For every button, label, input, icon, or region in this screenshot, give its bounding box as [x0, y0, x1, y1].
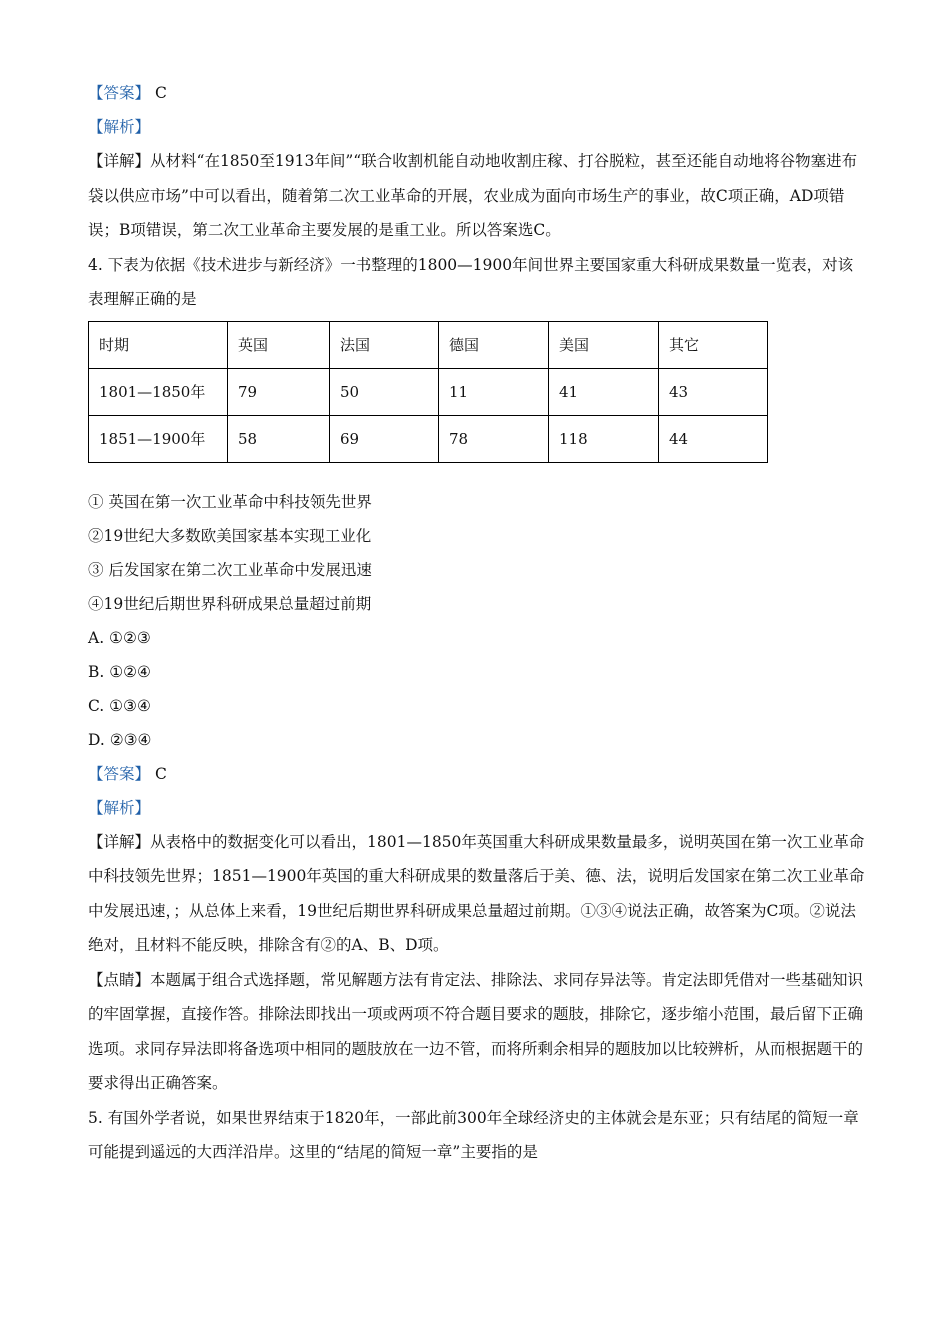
- table-header-cell: 德国: [439, 321, 549, 368]
- answer-line-q3: [88, 76, 866, 110]
- document-page: [88, 76, 866, 1170]
- table-header-row: [89, 321, 768, 368]
- table-cell: 44: [659, 415, 768, 462]
- answer-value: C: [154, 84, 167, 102]
- table-header-cell: 其它: [659, 321, 768, 368]
- table-header-cell: 法国: [330, 321, 439, 368]
- table-cell: 58: [228, 415, 330, 462]
- detail-paragraph-q3: [88, 144, 866, 248]
- table-row: [89, 368, 768, 415]
- answer-value: C: [154, 764, 167, 783]
- statement-2: ②19世纪大多数欧美国家基本实现工业化: [88, 526, 372, 545]
- table-cell: 50: [330, 368, 439, 415]
- tip-tag: 【点睛】: [88, 970, 151, 989]
- table-cell: 118: [549, 415, 659, 462]
- table-cell: 41: [549, 368, 659, 415]
- option-d: D. ②③④: [88, 730, 152, 749]
- detail-text: 从表格中的数据变化可以看出，1801—1850年英国重大科研成果数量最多，说明英国在第一次工业革命中科技领先世界；1851—1900年英国的重大科研成果的数量落后于美、德、法，说明后发国家在第二次工业革命中发展迅速，；从总体上来看，19世纪后期世界科研成果总量超过前期。①③④说法正确，故答案为C项。②说法绝对，且材料不能反映，排除含有②的A、B、D项。: [88, 832, 865, 954]
- detail-text: 从材料“在1850至1913年间”“联合收割机能自动地收割庄稼、打谷脱粒，甚至还能自动地将谷物塞进布袋以供应市场”中可以看出，随着第二次工业革命的开展，农业成为面向市场生产的事业，故C项正确，AD项错误；B项错误，第二次工业革命主要发展的是重工业。所以答案选C。: [88, 152, 858, 239]
- analysis-tag: 【解析】: [88, 798, 151, 817]
- detail-paragraph-q4: [88, 825, 866, 963]
- detail-tag: 【详解】: [88, 152, 151, 170]
- option-a: A. ①②③: [88, 628, 151, 647]
- question-4: 4. 下表为依据《技术进步与新经济》一书整理的1800—1900年间世界主要国家重大科研成果数量一览表，对该表理解正确的是: [88, 255, 854, 308]
- tip-text: 本题属于组合式选择题，常见解题方法有肯定法、排除法、求同存异法等。肯定法即凭借对一些基础知识的牢固掌握，直接作答。排除法即找出一项或两项不符合题目要求的题肢，排除它，逐步缩小范围，最后留下正确选项。求同存异法即将备选项中相同的题肢放在一边不管，而将所剩余相异的题肢加以比较辨析，从而根据题干的要求得出正确答案。: [88, 970, 864, 1092]
- table-header-cell: 英国: [228, 321, 330, 368]
- table-cell: 69: [330, 415, 439, 462]
- option-b: B. ①②④: [88, 662, 151, 681]
- table-cell: 43: [659, 368, 768, 415]
- analysis-tag: 【解析】: [88, 118, 151, 136]
- question-5: 5. 有国外学者说，如果世界结束于1820年，一部此前300年全球经济史的主体就会是东亚；只有结尾的简短一章可能提到遥远的大西洋沿岸。这里的“结尾的简短一章”主要指的是: [88, 1108, 859, 1161]
- detail-tag: 【详解】: [88, 832, 151, 851]
- answer-line-q4: [88, 757, 866, 791]
- statement-3: ③ 后发国家在第二次工业革命中发展迅速: [88, 560, 372, 579]
- analysis-line-q4: [88, 791, 866, 825]
- table-cell: 79: [228, 368, 330, 415]
- table-cell: 1851—1900年: [89, 415, 228, 462]
- research-results-table: [88, 321, 768, 463]
- table-cell: 1801—1850年: [89, 368, 228, 415]
- table-row: [89, 415, 768, 462]
- answer-tag: 【答案】: [88, 84, 151, 102]
- analysis-line-q3: [88, 110, 866, 144]
- table-header-cell: 时期: [89, 321, 228, 368]
- table-cell: 11: [439, 368, 549, 415]
- table-cell: 78: [439, 415, 549, 462]
- answer-tag: 【答案】: [88, 764, 151, 783]
- statement-4: ④19世纪后期世界科研成果总量超过前期: [88, 594, 372, 613]
- tip-paragraph-q4: [88, 963, 866, 1101]
- table-header-cell: 美国: [549, 321, 659, 368]
- statement-1: ① 英国在第一次工业革命中科技领先世界: [88, 492, 372, 511]
- option-c: C. ①③④: [88, 696, 151, 715]
